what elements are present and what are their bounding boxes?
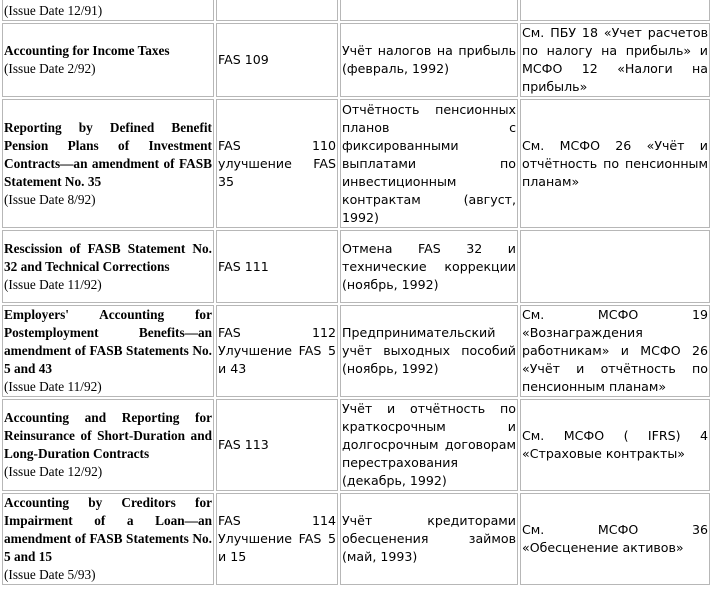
- ifrs-equivalent-cell: См. ПБУ 18 «Учет расчетов по налогу на прибыль» и МСФО 12 «Налоги на прибыль»: [520, 23, 710, 97]
- russian-title-cell: Учёт налогов на прибыль (февраль, 1992): [340, 23, 518, 97]
- table-row: [2, 399, 710, 491]
- fas-number-cell: FAS 114 Улучшение FAS 5 и 15: [216, 493, 338, 585]
- russian-title-cell: [340, 0, 518, 21]
- table-row: [2, 99, 710, 228]
- issue-date: (Issue Date 8/92): [4, 191, 96, 207]
- ifrs-equivalent-cell: См. МСФО ( IFRS) 4 «Страховые контракты»: [520, 399, 710, 491]
- fas-number-cell: FAS 109: [216, 23, 338, 97]
- us-standard-cell: [2, 0, 214, 21]
- standard-title: Reporting by Defined Benefit Pension Plans of Investment Contracts—an amendment of FASB Statement No. 35: [4, 119, 212, 189]
- table-row: [2, 493, 710, 585]
- ifrs-equivalent-cell: [520, 230, 710, 303]
- issue-date: (Issue Date 11/92): [4, 379, 102, 394]
- us-standard-cell: [2, 493, 214, 585]
- ifrs-equivalent-cell: См. МСФО 36 «Обесценение активов»: [520, 493, 710, 585]
- standard-title: Accounting and Reporting for Reinsurance of Short-Duration and Long-Duration Contracts: [4, 410, 212, 461]
- standard-title: Employers' Accounting for Postemployment Benefits—an amendment of FASB Statements No. 5 and 43: [4, 307, 212, 376]
- russian-title-cell: Отчётность пенсионных планов с фиксированными выплатами по инвестиционным контрактам (август, 1992): [340, 99, 518, 228]
- fas-number-cell: [216, 0, 338, 21]
- fas-number-cell: FAS 113: [216, 399, 338, 491]
- russian-title-cell: Учёт кредиторами обесценения займов (май, 1993): [340, 493, 518, 585]
- russian-title-cell: Учёт и отчётность по краткосрочным и долгосрочным договорам перестрахования (декабрь, 1992): [340, 399, 518, 491]
- us-standard-cell: [2, 230, 214, 303]
- standard-title: Rescission of FASB Statement No. 32 and Technical Corrections: [4, 240, 212, 274]
- table-row: [2, 23, 710, 97]
- ifrs-equivalent-cell: См. МСФО 19 «Вознаграждения работникам» и МСФО 26 «Учёт и отчётность по пенсионным планам»: [520, 305, 710, 397]
- ifrs-equivalent-cell: [520, 0, 710, 21]
- issue-date: (Issue Date 5/93): [4, 567, 96, 582]
- russian-title-cell: Отмена FAS 32 и технические коррекции (ноябрь, 1992): [340, 230, 518, 303]
- issue-date: (Issue Date 11/92): [4, 276, 102, 292]
- table-row: [2, 0, 710, 21]
- fas-number-cell: FAS 111: [216, 230, 338, 303]
- fas-number-cell: FAS 112 Улучшение FAS 5 и 43: [216, 305, 338, 397]
- us-standard-cell: [2, 23, 214, 97]
- us-standard-cell: [2, 99, 214, 228]
- fas-number-cell: FAS 110 улучшение FAS 35: [216, 99, 338, 228]
- table-row: [2, 305, 710, 397]
- issue-date: (Issue Date 12/91): [4, 3, 103, 18]
- russian-title-cell: Предпринимательский учёт выходных пособий (ноябрь, 1992): [340, 305, 518, 397]
- us-standard-cell: [2, 305, 214, 397]
- ifrs-equivalent-cell: См. МСФО 26 «Учёт и отчётность по пенсионным планам»: [520, 99, 710, 228]
- standard-title: Accounting by Creditors for Impairment of a Loan—an amendment of FASB Statements No. 5 and 15: [4, 495, 212, 564]
- us-standard-cell: [2, 399, 214, 491]
- table-row: [2, 230, 710, 303]
- issue-date: (Issue Date 12/92): [4, 464, 103, 479]
- standard-title: Accounting for Income Taxes: [4, 43, 170, 58]
- issue-date: (Issue Date 2/92): [4, 61, 96, 76]
